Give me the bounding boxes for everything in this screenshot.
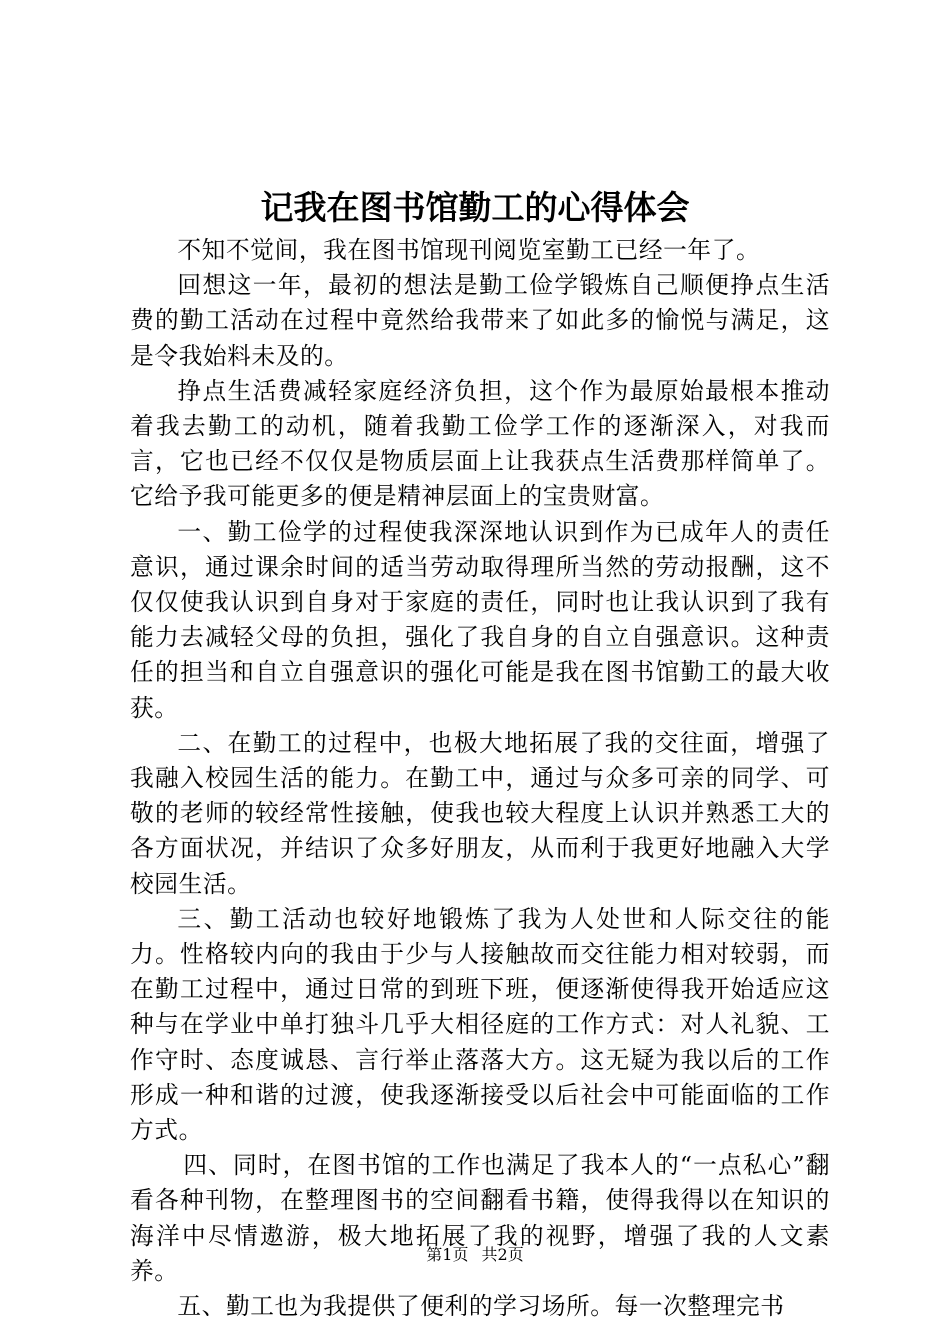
paragraph-intro: 不知不觉间，我在图书馆现刊阅览室勤工已经一年了。 bbox=[177, 236, 761, 264]
paragraph-point-three: 三、勤工活动也较好地锻炼了我为人处世和人际交往的能力。性格较内向的我由于少与人接触故而交往能力相对较弱，而在勤工过程中，通过日常的到班下班，便逐渐使得我开始适应这种与在学业中单打独斗几乎大相径庭的工作方式：对人礼貌、工作守时、态度诚恳、言行举止落落大方。这无疑为我以后的工作形成一种和谐的过渡，使我逐渐接受以后社会中可能面临的工作方式。 bbox=[130, 904, 830, 1145]
page-number-label: 第1页 bbox=[426, 1245, 469, 1264]
paragraph-motivation: 挣点生活费减轻家庭经济负担，这个作为最原始最根本推动着我去勤工的动机，随着我勤工俭学工作的逐渐深入，对我而言，它也已经不仅仅是物质层面上让我获点生活费那样简单了。它给予我可能更多的便是精神层面上的宝贵财富。 bbox=[130, 376, 830, 511]
paragraph-recollection: 回想这一年，最初的想法是勤工俭学锻炼自己顺便挣点生活费的勤工活动在过程中竟然给我带来了如此多的愉悦与满足，这是令我始料未及的。 bbox=[130, 271, 830, 370]
page-footer bbox=[0, 1244, 950, 1266]
paragraph-point-four: 四、同时，在图书馆的工作也满足了我本人的“一点私心”翻看各种刊物，在整理图书的空间翻看书籍，使得我得以在知识的海洋中尽情遨游，极大地拓展了我的视野，增强了我的人文素养。 bbox=[130, 1151, 830, 1285]
document-body bbox=[130, 233, 830, 1324]
paragraph-point-five: 五、勤工也为我提供了便利的学习场所。每一次整理完书 bbox=[177, 1292, 785, 1321]
paragraph-point-two: 二、在勤工的过程中，也极大地拓展了我的交往面，增强了我融入校园生活的能力。在勤工中，通过与众多可亲的同学、可敬的老师的较经常性接触，使我也较大程度上认识并熟悉工大的各方面状况，并结识了众多好朋友，从而利于我更好地融入大学校园生活。 bbox=[130, 728, 830, 898]
document-title: 记我在图书馆勤工的心得体会 bbox=[260, 188, 690, 227]
paragraph-point-one: 一、勤工俭学的过程使我深深地认识到作为已成年人的责任意识，通过课余时间的适当劳动取得理所当然的劳动报酬，这不仅仅使我认识到自身对于家庭的责任，同时也让我认识到了我有能力去减轻父母的负担，强化了我自身的自立自强意识。这种责任的担当和自立自强意识的强化可能是我在图书馆勤工的最大收获。 bbox=[130, 517, 830, 722]
page-total-label: 共2页 bbox=[481, 1245, 524, 1264]
